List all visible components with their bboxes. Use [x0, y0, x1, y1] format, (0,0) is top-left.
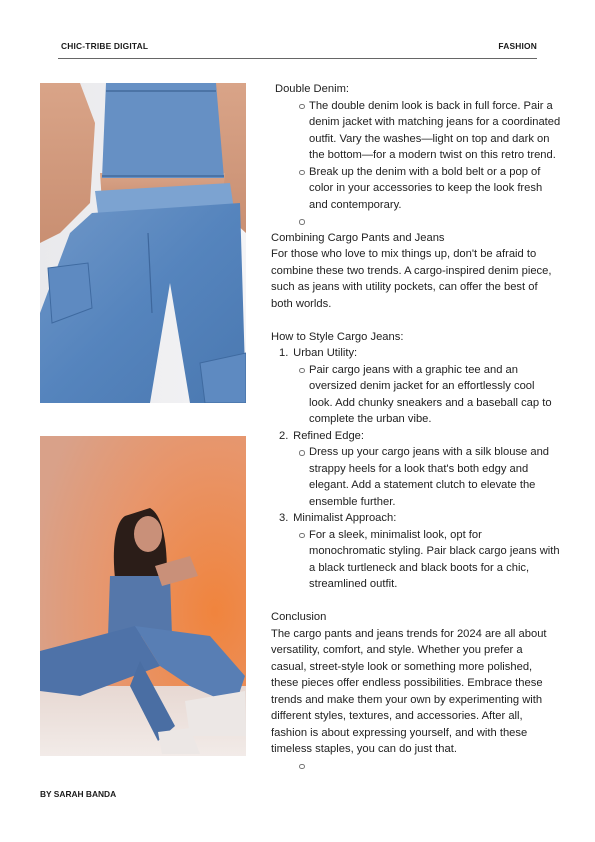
list-item: Pair cargo jeans with a graphic tee and an oversized denim jacket for an effortlessly cool look. Add chunky sneakers and a baseball cap to complete the urban vibe. — [309, 362, 561, 428]
conclusion-heading: Conclusion — [271, 611, 327, 623]
list-item: The double denim look is back in full force. Pair a denim jacket with matching jeans for a coordinated outfit. Vary the washes—light on top and dark on the bottom—for a modern twist on this retro trend. — [309, 98, 561, 164]
photo-woman-seated-cargo-jeans-orange-backdrop — [40, 436, 246, 756]
article-body — [271, 81, 561, 774]
author-byline: BY SARAH BANDA — [40, 789, 117, 799]
numbered-item: 3. Minimalist Approach: — [279, 512, 397, 524]
combining-heading: Combining Cargo Pants and Jeans — [271, 231, 445, 244]
numbered-item: 1. Urban Utility: — [279, 347, 358, 359]
double-denim-bullets — [271, 98, 561, 230]
section-label: FASHION — [498, 41, 537, 51]
header-divider — [58, 58, 537, 59]
list-item: Break up the denim with a bold belt or a pop of color in your accessories to keep the look fresh and contemporary. — [309, 164, 561, 214]
conclusion-body: The cargo pants and jeans trends for 2024 are all about versatility, comfort, and style. Whether you prefer a casual, street-style look or something more polished, these pieces offer endless possibilities. Embrace these trends and make them your own by experimenting with different styles, textures, and accessories. After all, fashion is about expressing yourself, and with these timeless staples, you can do just that. — [271, 627, 547, 755]
empty-list-item — [309, 758, 561, 775]
empty-list-item — [309, 213, 561, 230]
combining-body: For those who love to mix things up, don't be afraid to combine these two trends. A cargo-inspired denim piece, such as jeans with utility pockets, can offer the best of both worlds. — [271, 248, 552, 310]
photo-denim-crop-top-cargo-jeans — [40, 83, 246, 403]
list-item: Dress up your cargo jeans with a silk blouse and strappy heels for a look that's both edgy and elegant. Add a statement clutch to elevate the ensemble further. — [309, 444, 561, 510]
numbered-item: 2. Refined Edge: — [279, 429, 365, 442]
list-item: For a sleek, minimalist look, opt for monochromatic styling. Pair black cargo jeans with a black turtleneck and black boots for a chic, streamlined outfit. — [309, 527, 561, 593]
how-to-heading: How to Style Cargo Jeans: — [271, 330, 404, 343]
double-denim-heading: Double Denim: — [275, 83, 349, 95]
publication-name: CHIC-TRIBE DIGITAL — [61, 41, 149, 51]
